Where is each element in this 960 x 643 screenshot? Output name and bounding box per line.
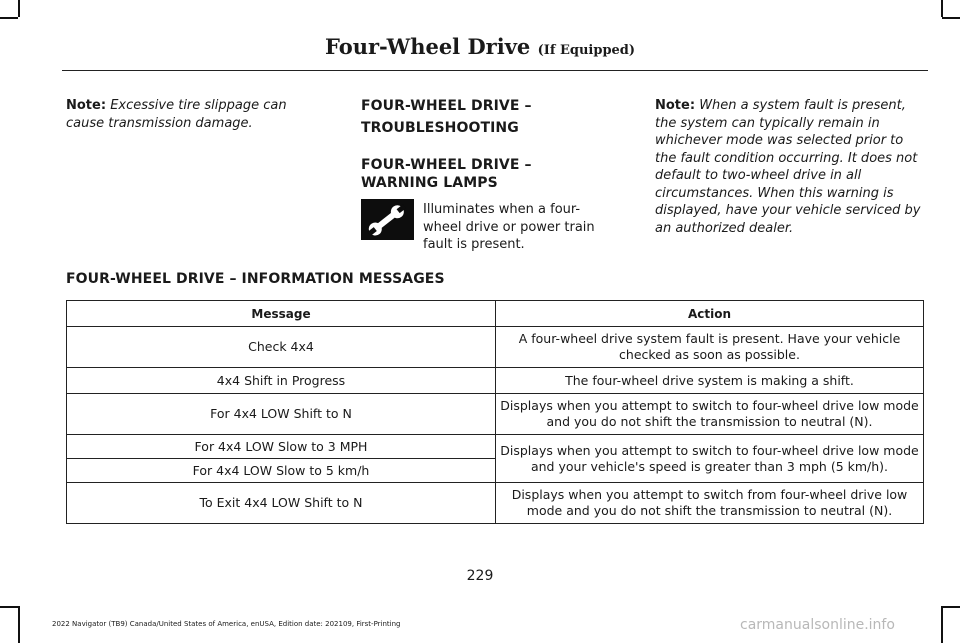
table-row [67,327,924,368]
crop-mark [18,0,20,17]
left-note-text: Excessive tire slippage can cause transmission damage. [66,98,287,131]
page-number: 229 [466,568,494,584]
footer-doc-info: 2022 Navigator (TB9) Canada/United States of America, enUSA, Edition date: 202109, First-Printing [52,620,401,628]
crop-mark [941,0,943,17]
column-header-message: Message [67,301,496,327]
right-note-label: Note: [655,98,696,113]
message-cell: 4x4 Shift in Progress [67,368,496,394]
info-messages-table [66,300,924,524]
header-divider [62,70,928,71]
crop-mark [18,606,20,643]
right-note [655,97,927,237]
message-cell: To Exit 4x4 LOW Shift to N [67,483,496,524]
right-note-text: When a system fault is present, the system can typically remain in whichever mode was selected prior to the fault condition occurring. It does not default to two-wheel drive in all circumstances. When this warning is displayed, have your vehicle serviced by an authorized dealer. [655,98,921,236]
watermark-text: carmanualsonline.info [740,617,895,633]
table-row [67,368,924,394]
action-cell: Displays when you attempt to switch to four-wheel drive low mode and you do not shift the transmission to neutral (N). [496,394,924,435]
table-row [67,435,924,459]
crop-mark [941,606,943,643]
message-cell: Check 4x4 [67,327,496,368]
left-note-label: Note: [66,98,107,113]
header-subtitle: (If Equipped) [537,43,636,58]
warning-lamps-heading: FOUR-WHEEL DRIVE – WARNING LAMPS [361,157,532,191]
message-cell: For 4x4 LOW Shift to N [67,394,496,435]
crop-mark [942,17,960,19]
troubleshooting-heading-line2: TROUBLESHOOTING [361,120,519,136]
table-row [67,483,924,524]
column-header-action: Action [496,301,924,327]
action-cell: Displays when you attempt to switch from four-wheel drive low mode and you do not shift the transmission to neutral (N). [496,483,924,524]
lamp-description: Illuminates when a four-wheel drive or power train fault is present. [423,202,595,252]
troubleshooting-heading-line1: FOUR-WHEEL DRIVE – [361,98,532,114]
wrench-icon [361,199,414,240]
action-cell: A four-wheel drive system fault is present. Have your vehicle checked as soon as possible. [496,327,924,368]
page-header [0,34,960,59]
left-note [66,97,328,132]
message-cell: For 4x4 LOW Slow to 3 MPH [67,435,496,459]
crop-mark [942,606,960,608]
table-row [67,394,924,435]
info-messages-heading: FOUR-WHEEL DRIVE – INFORMATION MESSAGES [66,271,445,287]
action-cell: The four-wheel drive system is making a shift. [496,368,924,394]
crop-mark [0,606,18,608]
message-cell: For 4x4 LOW Slow to 5 km/h [67,459,496,483]
action-cell: Displays when you attempt to switch to four-wheel drive low mode and your vehicle's speed is greater than 3 mph (5 km/h). [496,435,924,483]
header-title: Four-Wheel Drive [324,34,531,59]
table-header-row [67,301,924,327]
wrench-icon-graphic [361,199,414,240]
crop-mark [0,17,18,19]
